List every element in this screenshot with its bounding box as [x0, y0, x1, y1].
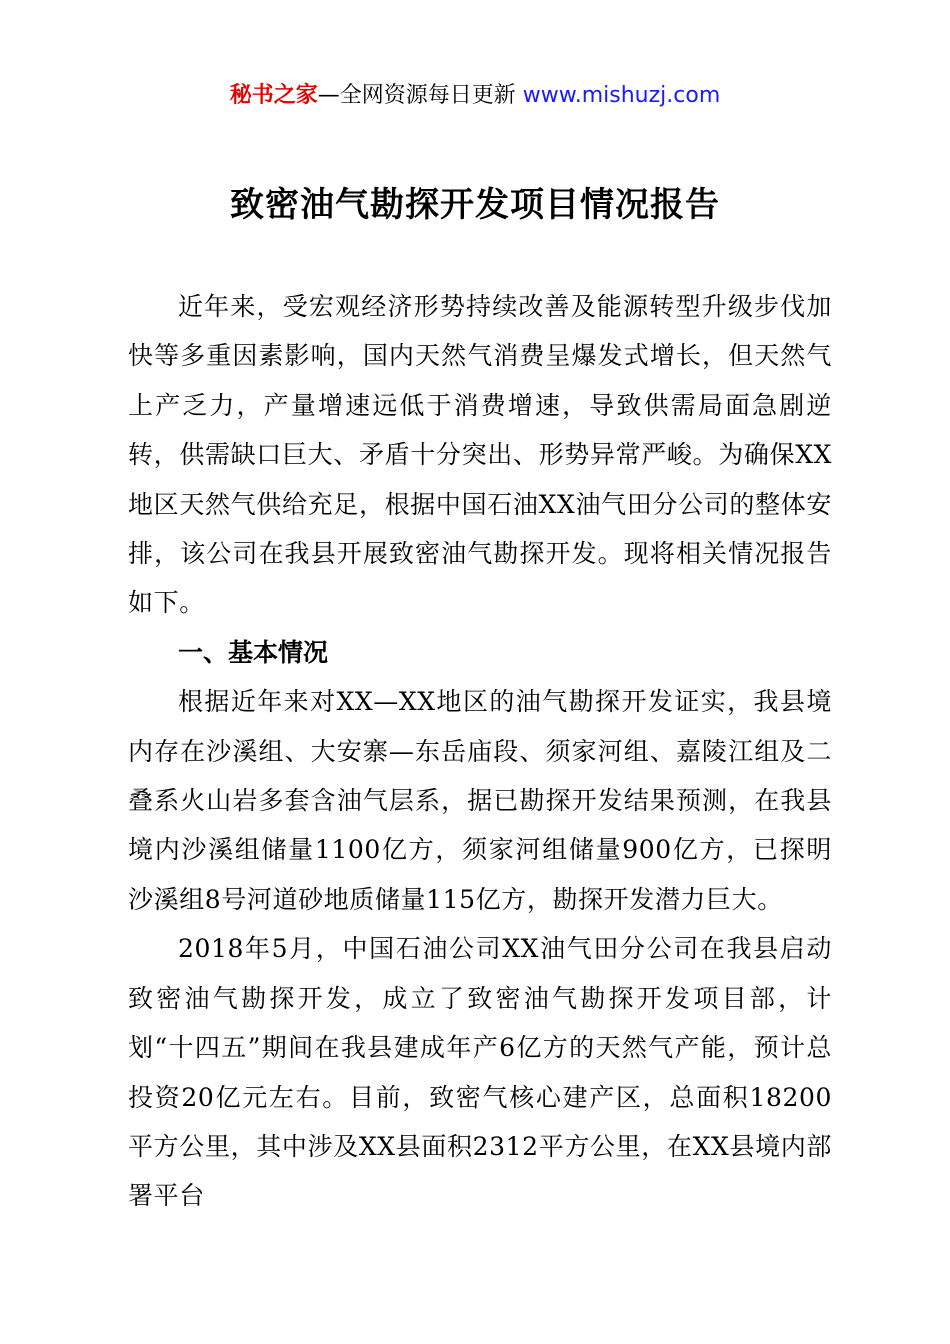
site-url-link[interactable]: www.mishuzj.com — [522, 83, 721, 108]
site-tagline: —全网资源每日更新 — [317, 83, 523, 108]
section-heading-basic-situation: 一、基本情况 — [178, 637, 329, 667]
intro-paragraph: 近年来，受宏观经济形势持续改善及能源转型升级步伐加快等多重因素影响，国内天然气消费呈爆发式增长，但天然气上产乏力，产量增速远低于消费增速，导致供需局面急剧逆转，供需缺口巨大、矛盾十分突出、形势异常严峻。为确保XX地区天然气供给充足，根据中国石油XX油气田分公司的整体安排，该公司在我县开展致密油气勘探开发。现将相关情况报告如下。 — [128, 292, 832, 618]
body-paragraph-project: 2018年5月，中国石油公司XX油气田分公司在我县启动致密油气勘探开发，成立了致密油气勘探开发项目部，计划“十四五”期间在我县建成年产6亿方的天然气产能，预计总投资20亿元左右。目前，致密气核心建产区，总面积18200平方公里，其中涉及XX县面积2312平方公里，在XX县境内部署平台 — [128, 934, 832, 1211]
body-paragraph-reserves: 根据近年来对XX—XX地区的油气勘探开发证实，我县境内存在沙溪组、大安寨—东岳庙段、须家河组、嘉陵江组及二叠系火山岩多套含油气层系，据已勘探开发结果预测，在我县境内沙溪组储量1100亿方，须家河组储量900亿方，已探明沙溪组8号河道砂地质储量115亿方，勘探开发潜力巨大。 — [128, 687, 832, 914]
document-body — [128, 282, 832, 1221]
document-title: 致密油气勘探开发项目情况报告 — [230, 185, 720, 225]
site-brand: 秘书之家 — [229, 83, 318, 108]
site-header — [0, 80, 950, 112]
